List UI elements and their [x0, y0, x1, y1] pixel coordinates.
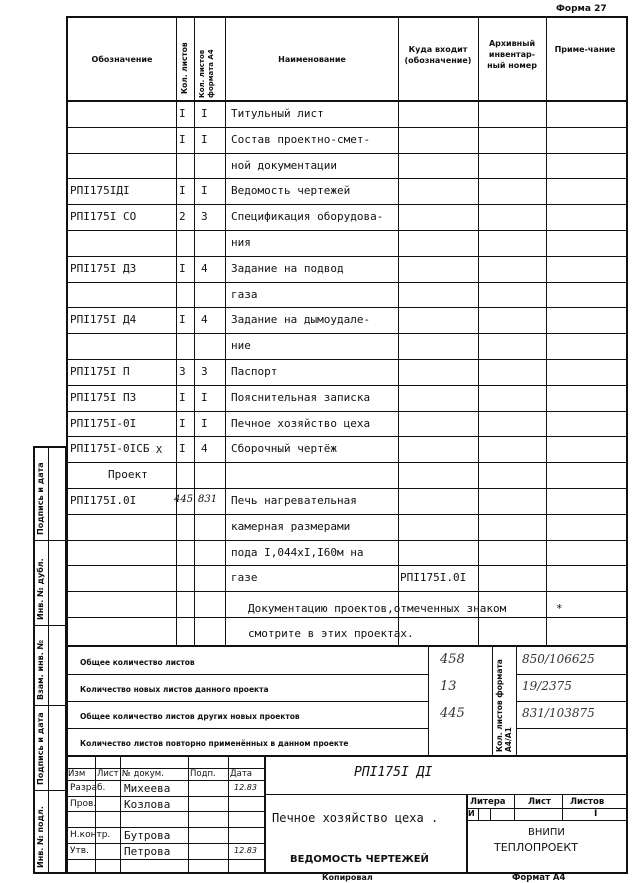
totals-a4-value: 850/106625: [522, 652, 595, 666]
stamp-person-name: Михеева: [124, 782, 171, 795]
row-sheets: I: [179, 442, 186, 455]
row-sheets: I: [179, 107, 186, 120]
row-a4: I: [201, 184, 208, 197]
stamp-person-name: Петрова: [124, 844, 171, 858]
row-name: пода I,044хI,I60м на: [231, 546, 364, 559]
header-designation: Обозначение: [91, 55, 153, 64]
margin-label-replace-inv: Взам. инв. №: [36, 639, 45, 700]
header-where-used: Куда входит (обозначение): [404, 45, 472, 65]
row-designation: РПI175I-0IСБ: [70, 442, 150, 455]
row-a4: 4: [201, 313, 208, 326]
stamp-date: 12.83: [234, 845, 257, 855]
row-name: Состав проектно-смет-: [231, 133, 371, 146]
totals-label: Общее количество листов: [80, 658, 195, 667]
row-where-used: РПI175I.0I: [400, 571, 467, 584]
header-name: Наименование: [278, 55, 346, 64]
row-designation: РПI175I-0I: [70, 417, 137, 430]
header-note: Приме-чание: [554, 45, 616, 54]
row-designation: РПI175I.0I: [70, 494, 137, 507]
row-name: Титульный лист: [231, 107, 324, 120]
note-line-1: Документацию проектов,отмеченных знаком: [248, 602, 507, 615]
row-name: Задание на дымоудале-: [231, 313, 371, 326]
margin-label-dup-inv: Инв. № дубл.: [36, 558, 45, 620]
row-name: Печь нагревательная: [231, 494, 357, 507]
row-name: Паспорт: [231, 365, 278, 378]
margin-label-sign-date-2: Подпись и дата: [36, 712, 45, 785]
totals-a4-value: 831/103875: [522, 706, 595, 720]
row-a4: 4: [201, 262, 208, 275]
row-a4: I: [201, 107, 208, 120]
row-a4: 4: [201, 442, 208, 455]
stamp-title: Печное хозяйство цеха .: [272, 811, 439, 825]
stamp-col-header: Подп.: [190, 769, 216, 779]
form-label: Форма 27: [556, 4, 607, 14]
row-name: камерная размерами: [231, 520, 351, 533]
stamp-role: Н.контр.: [70, 830, 111, 841]
margin-label-inv-orig: Инв. № подл.: [36, 806, 45, 868]
row-name: ние: [231, 339, 251, 352]
row-a4: 3: [201, 365, 208, 378]
margin-label-sign-date: Подпись и дата: [36, 462, 45, 535]
totals-label: Количество листов повторно применённых в данном проекте: [80, 739, 349, 748]
stamp-role: Разраб.: [70, 783, 106, 793]
stamp-person-name: Бутрова: [124, 829, 171, 843]
row-name: Пояснительная записка: [231, 391, 371, 404]
row-a4: 3: [201, 210, 208, 223]
stamp-col-header: № докум.: [122, 769, 164, 779]
row-a4: I: [201, 417, 208, 430]
row-sheets: I: [179, 391, 186, 404]
row-a4: I: [201, 391, 208, 404]
footer-copy: Копировал: [322, 873, 373, 882]
row-designation: РПI175I Д4: [70, 313, 137, 326]
row-designation: РПI175I СО: [70, 210, 137, 223]
stamp-list: Лист: [528, 797, 551, 807]
stamp-org-1: ВНИПИ: [528, 827, 565, 838]
row-sheets: I: [179, 417, 186, 430]
row-sheets: I: [179, 184, 186, 197]
totals-a4-value: 19/2375: [522, 679, 572, 693]
stamp-person-name: Козлова: [124, 797, 171, 811]
header-archive: Архивный инвентар-ный номер: [487, 39, 537, 70]
row-sheets: I: [179, 313, 186, 326]
stamp-role: Пров.: [70, 798, 97, 809]
stamp-subtitle: ВЕДОМОСТЬ ЧЕРТЕЖЕЙ: [290, 854, 429, 865]
stamp-listov: Листов: [570, 797, 605, 807]
row-name: газа: [231, 288, 258, 301]
row-sheets: I: [179, 133, 186, 146]
row-sheets: 2: [179, 210, 186, 223]
project-mark: X: [156, 445, 163, 456]
row-name: Сборочный чертёж: [231, 442, 337, 455]
footer-format: Формат А4: [512, 873, 566, 883]
row-name: Спецификация оборудова-: [231, 210, 384, 223]
row-name: Ведомость чертежей: [231, 184, 351, 197]
row-sheets: 3: [179, 365, 186, 378]
row-name: ния: [231, 236, 251, 249]
totals-label: Общее количество листов других новых проектов: [80, 712, 300, 721]
row-sheets: I: [179, 262, 186, 275]
row-a4: 831: [198, 494, 218, 505]
row-name: ной документации: [231, 159, 337, 172]
totals-value: 458: [440, 652, 465, 667]
stamp-date: 12.83: [234, 783, 257, 792]
stamp-col-header: Дата: [230, 769, 253, 779]
row-designation: РПI175IДI: [70, 184, 130, 197]
stamp-listov-value: I: [594, 809, 598, 819]
totals-value: 13: [440, 679, 457, 694]
stamp-col-header: Изм: [68, 769, 86, 779]
row-name: газе: [231, 571, 258, 584]
row-a4: I: [201, 133, 208, 146]
row-designation: РПI175I ПЗ: [70, 391, 137, 404]
note-line-2: смотрите в этих проектах.: [248, 627, 414, 640]
totals-value: 445: [440, 706, 465, 721]
row-name: Задание на подвод: [231, 262, 344, 275]
row-designation: РПI175I ДЗ: [70, 262, 137, 275]
totals-label: Количество новых листов данного проекта: [80, 685, 269, 694]
note-mark: *: [556, 602, 563, 615]
stamp-litera-value: И: [468, 809, 475, 818]
header-sheets: Кол. листов: [180, 42, 189, 94]
row-sheets: 445: [174, 494, 194, 505]
row-designation: РПI175I П: [70, 365, 130, 378]
stamp-code: РПI175I ДI: [354, 765, 433, 780]
row-name: Печное хозяйство цеха: [231, 417, 371, 430]
totals-side-label: Кол. листов формата А4/А1: [495, 659, 513, 752]
stamp-col-header: Лист: [97, 769, 119, 779]
stamp-org-2: ТЕПЛОПРОЕКТ: [494, 841, 578, 854]
stamp-role: Утв.: [70, 845, 89, 856]
row-designation: Проект: [108, 468, 148, 481]
header-a4: Кол. листов формата А4: [198, 49, 215, 98]
stamp-litera: Литера: [470, 797, 506, 807]
